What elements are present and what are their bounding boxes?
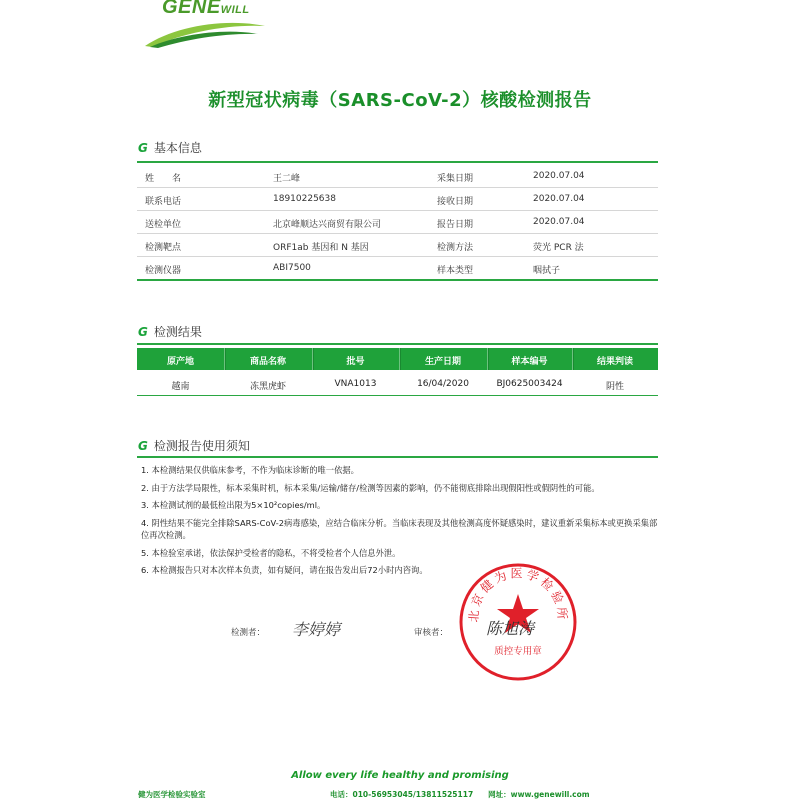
column-header: 批号 [346, 357, 365, 367]
footer-contact: 电话：010-56953045/13811525117 网址：www.genewill.com [330, 790, 590, 799]
note-item: 6. 本检测报告只对本次样本负责，如有疑问，请在报告发出后72小时内咨询。 [141, 565, 428, 575]
section-divider [137, 456, 658, 458]
stamp-arc-text: 北京健为医学检验所 [466, 566, 570, 623]
notes-list [141, 464, 661, 577]
stamp-bottom-text: 质控专用章 [494, 646, 542, 657]
logo-wordmark: GENEWILL [162, 0, 250, 18]
note-item: 4. 阴性结果不能完全排除SARS-CoV-2病毒感染，应结合临床分析。当临床表现及其他检测高度怀疑感染时，建议重新采集标本或更换采集部位再次检测。 [141, 517, 658, 540]
g-marker-icon: G [138, 325, 148, 339]
basic-info-table [137, 165, 658, 281]
cell-result: 阴性 [605, 382, 624, 392]
section-results-heading: G 检测结果 [138, 325, 202, 339]
footer-slogan: Allow every life healthy and promising [291, 770, 509, 781]
cell-product: 冻黑虎虾 [249, 382, 286, 392]
section-notes-heading: G 检测报告使用须知 [138, 439, 250, 453]
cell-sample-id: BJ0625003424 [496, 379, 563, 389]
cell-batch: VNA1013 [334, 379, 377, 389]
column-header: 商品名称 [249, 357, 286, 367]
info-row: 联系电话 18910225638 接收日期 2020.07.04 [137, 188, 658, 211]
tester-signature: 李婷婷 [292, 620, 341, 639]
column-header: 生产日期 [424, 357, 461, 367]
section-divider [137, 343, 658, 345]
column-header: 结果判读 [596, 357, 633, 367]
footer-lab-name: 健为医学检验实验室 [138, 790, 206, 799]
g-marker-icon: G [138, 141, 148, 155]
info-row: 检测靶点 ORF1ab 基因和 N 基因 检测方法 荧光 PCR 法 [137, 234, 658, 257]
column-header: 原产地 [166, 357, 194, 367]
cell-origin: 越南 [171, 382, 190, 392]
cell-production-date: 16/04/2020 [417, 379, 469, 389]
note-item: 3. 本检测试剂的最低检出限为5×10²copies/ml。 [141, 500, 326, 510]
info-row: 送检单位 北京峰顺达兴商贸有限公司 报告日期 2020.07.04 [137, 211, 658, 234]
note-item: 2. 由于方法学局限性，标本采集时机，标本采集/运输/储存/检测等因素的影响，仍不能彻底排除出现假阳性或假阴性的可能。 [141, 482, 600, 493]
reviewer-signature: 陈旭涛 [486, 619, 535, 638]
report-title: 新型冠状病毒（SARS-CoV-2）核酸检测报告 [208, 90, 592, 111]
reviewer-label: 审核者： [414, 628, 449, 638]
table-row [137, 371, 658, 396]
column-header: 样本编号 [511, 357, 548, 367]
note-item: 1. 本检测结果仅供临床参考，不作为临床诊断的唯一依据。 [141, 465, 359, 475]
g-marker-icon: G [138, 439, 148, 453]
info-row: 姓 名 王二峰 采集日期 2020.07.04 [137, 165, 658, 188]
result-table-header [137, 348, 658, 370]
section-basic-info-heading: G 基本信息 [138, 141, 202, 155]
section-divider [137, 161, 658, 163]
info-row: 检测仪器 ABI7500 样本类型 咽拭子 [137, 257, 658, 281]
note-item: 5. 本检验室承诺，依法保护受检者的隐私，不将受检者个人信息外泄。 [141, 547, 401, 558]
tester-label: 检测者： [231, 628, 266, 638]
